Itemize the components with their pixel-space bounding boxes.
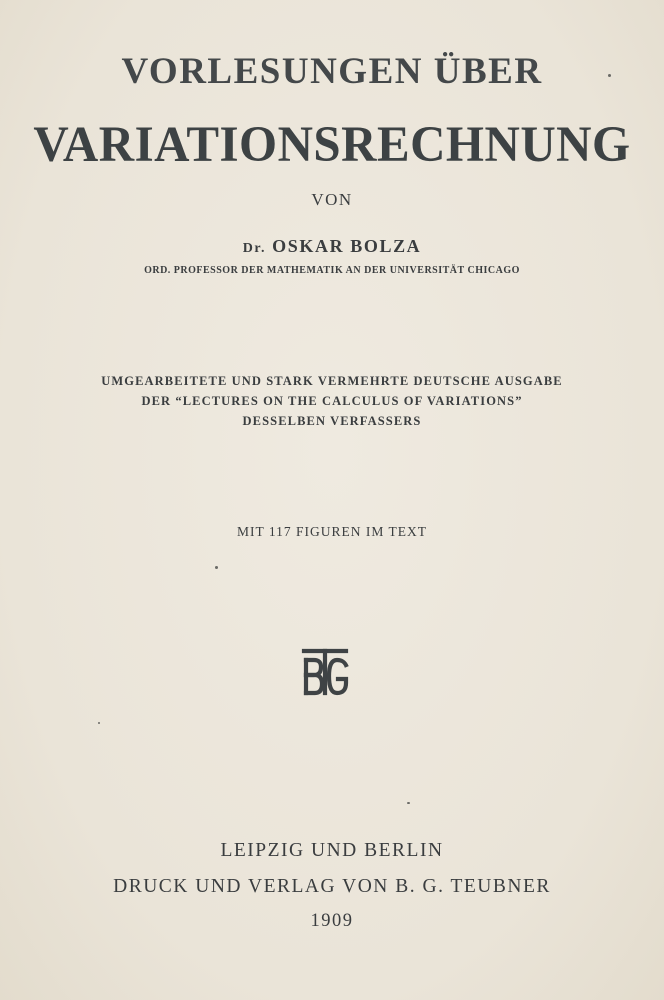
by-label: VON — [311, 190, 353, 209]
author-affiliation: ORD. PROFESSOR DER MATHEMATIK AN DER UNIVERSITÄT CHICAGO — [144, 265, 520, 276]
imprint-year: 1909 — [310, 911, 354, 931]
edition-line-1: UMGEARBEITETE UND STARK VERMEHRTE DEUTSCHE AUSGABE — [101, 374, 563, 388]
title-line-1: VORLESUNGEN ÜBER — [121, 51, 543, 92]
paper-speck — [407, 802, 410, 804]
imprint-publisher: DRUCK UND VERLAG VON B. G. TEUBNER — [113, 876, 551, 897]
title-line-2: VARIATIONSRECHNUNG — [33, 117, 631, 173]
author-prefix: Dr. — [242, 241, 267, 256]
figures-note: MIT 117 FIGUREN IM TEXT — [237, 524, 427, 539]
author-name-text: OSKAR BOLZA — [272, 236, 422, 256]
paper-speck — [608, 74, 611, 77]
author-name — [0, 236, 664, 257]
edition-line-2: DER “LECTURES ON THE CALCULUS OF VARIATIONS” — [141, 394, 523, 408]
edition-line-3: DESSELBEN VERFASSERS — [242, 414, 422, 428]
paper-speck — [98, 722, 100, 724]
imprint-place: LEIPZIG UND BERLIN — [220, 840, 444, 861]
paper-speck — [215, 566, 218, 569]
bg-teubner-monogram-icon — [300, 646, 352, 698]
